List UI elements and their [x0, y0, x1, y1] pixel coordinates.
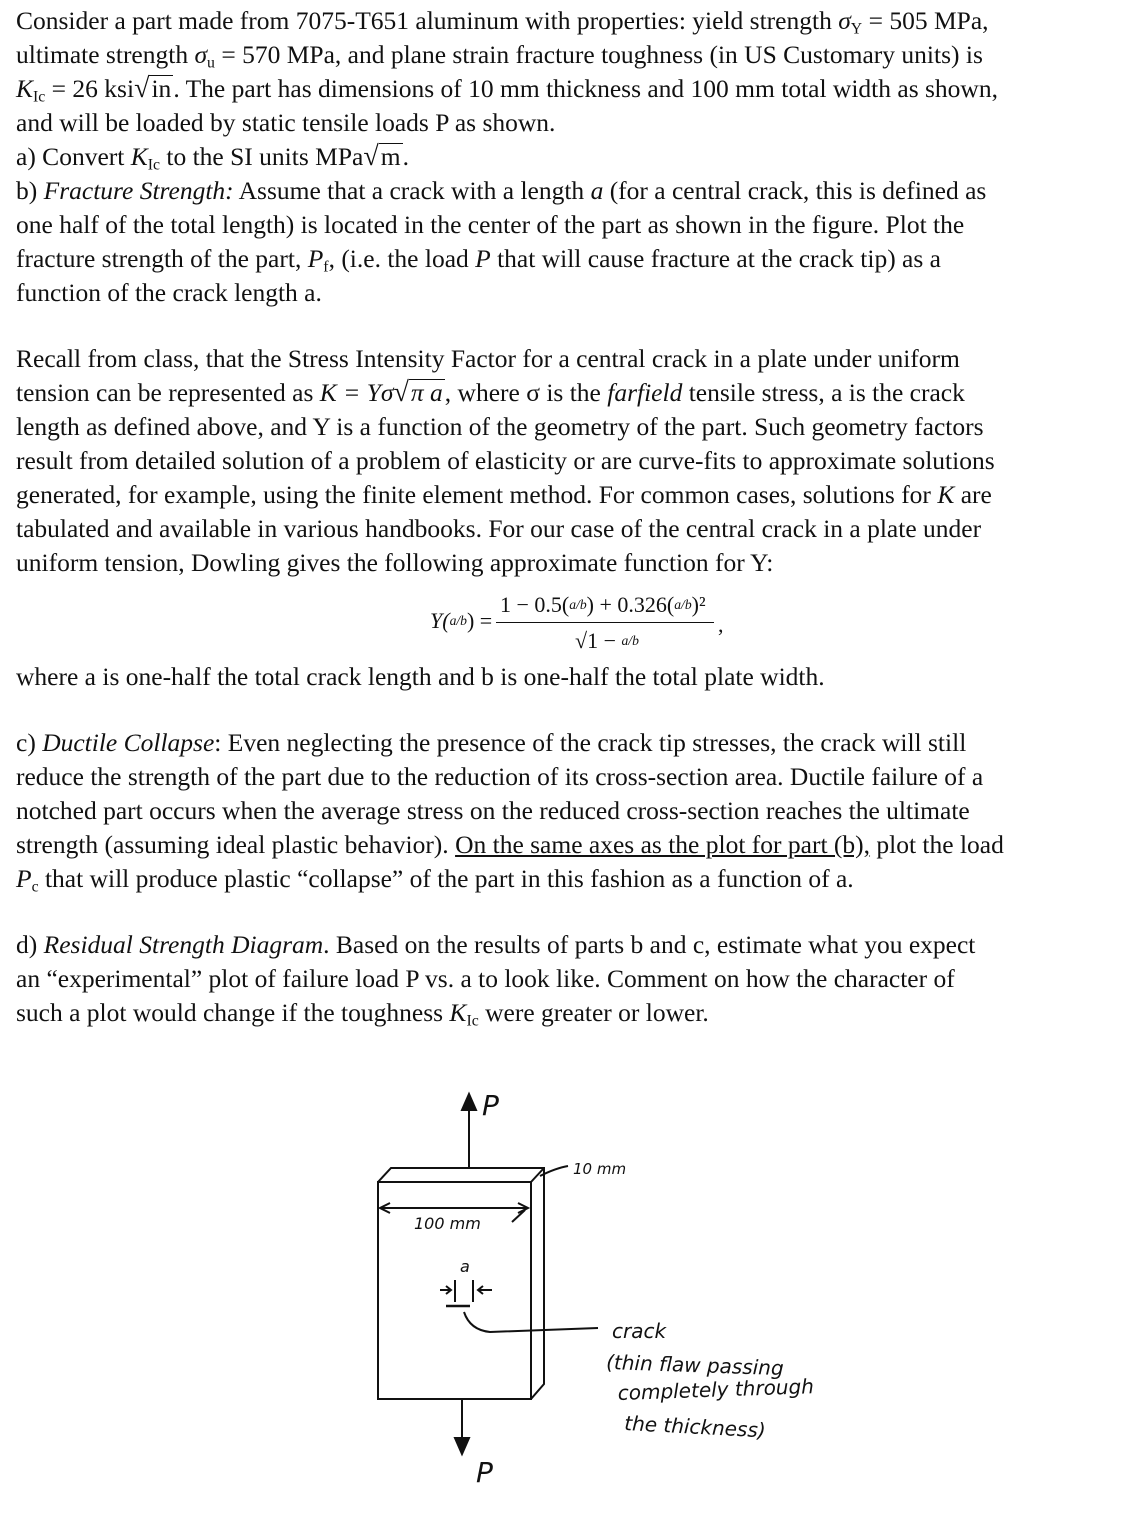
recall-line-3: length as defined above, and Y is a function of the geometry of the part. Such geometry factors [16, 412, 984, 441]
part-b-line-3: fracture strength of the part, $P_f$, (i.e. the load P that will cause fracture at the crack tip) as a [16, 244, 941, 276]
intro-line-2: ultimate strength $\sigma_u = 570$ MPa, and plane strain fracture toughness (in US Customary units) is [16, 40, 983, 72]
recall-line-7: uniform tension, Dowling gives the following approximate function for Y: [16, 548, 774, 577]
part-c-line-2: reduce the strength of the part due to the reduction of its cross-section area. Ductile failure of a [16, 762, 984, 791]
recall-line-6: tabulated and available in various handbooks. For our case of the central crack in a plate under [16, 514, 982, 543]
crack-label: crack [612, 1319, 667, 1343]
part-c-line-1: c) Ductile Collapse: Even neglecting the presence of the crack tip stresses, the crack will still [16, 728, 967, 757]
where-line: where a is one-half the total crack length and b is one-half the total plate width. [16, 662, 825, 691]
formula-denominator: √1 − a/b [575, 628, 639, 653]
intro-line-1: Consider a part made from 7075-T651 aluminum with properties: yield strength $\sigma_Y = 505$ MPa, [16, 6, 989, 38]
bottom-load-label: P [476, 1456, 493, 1489]
geometry-factor-formula: Y(a/b) = 1 − 0.5(a/b) + 0.326(a/b)² √1 − a/b , [430, 592, 724, 653]
width-label: 100 mm [414, 1214, 481, 1233]
part-a: a) Convert $K_{Ic}$ to the SI units MPa√m. [16, 141, 409, 174]
formula-lhs: Y(a/b) = [430, 608, 493, 633]
recall-line-4: result from detailed solution of a problem of elasticity or are curve-fits to approximate solutions [16, 446, 995, 475]
part-d-line-2: an “experimental” plot of failure load P vs. a to look like. Comment on how the character of [16, 964, 955, 993]
part-c-line-5: $P_c$ that will produce plastic “collapse” of the part in this fashion as a function of a. [16, 864, 854, 896]
top-load-label: P [482, 1089, 499, 1122]
bottom-arrow-icon [455, 1438, 469, 1454]
part-c-line-4: strength (assuming ideal plastic behavior). On the same axes as the plot for part (b), plot the load [16, 830, 1004, 859]
part-b-line-2: one half of the total length) is located in the center of the part as shown in the figure. Plot the [16, 210, 965, 239]
intro-line-4: and will be loaded by static tensile loads P as shown. [16, 108, 556, 137]
part-b-line-4: function of the crack length a. [16, 278, 322, 307]
intro-line-3: $K_{Ic} = 26$ ksi√in. The part has dimensions of 10 mm thickness and 100 mm total width as shown, [16, 73, 998, 106]
part-d-line-3: such a plot would change if the toughness $K_{Ic}$ were greater or lower. [16, 998, 709, 1030]
part-c-line-3: notched part occurs when the average stress on the reduced cross-section reaches the ultimate [16, 796, 970, 825]
formula-numerator: 1 − 0.5(a/b) + 0.326(a/b)² [500, 592, 706, 617]
recall-line-1: Recall from class, that the Stress Intensity Factor for a central crack in a plate under uniform [16, 344, 960, 373]
thickness-label: 10 mm [573, 1160, 627, 1178]
top-arrow-icon [462, 1094, 476, 1110]
part-b-line-1: b) Fracture Strength: Assume that a crack with a length a (for a central crack, this is defined as [16, 176, 987, 205]
crack-length-label: a [460, 1257, 470, 1276]
part-d-line-1: d) Residual Strength Diagram. Based on the results of parts b and c, estimate what you expect [16, 930, 976, 959]
crack-note-line-1: (thin flaw passing [605, 1350, 785, 1381]
recall-line-5: generated, for example, using the finite element method. For common cases, solutions for K are [16, 480, 992, 509]
crack-note-line-3: the thickness) [623, 1411, 767, 1443]
crack-note-line-2: completely through [617, 1374, 815, 1405]
recall-line-2: tension can be represented as K = Yσ√π a, where σ is the farfield tensile stress, a is the crack [16, 377, 965, 408]
